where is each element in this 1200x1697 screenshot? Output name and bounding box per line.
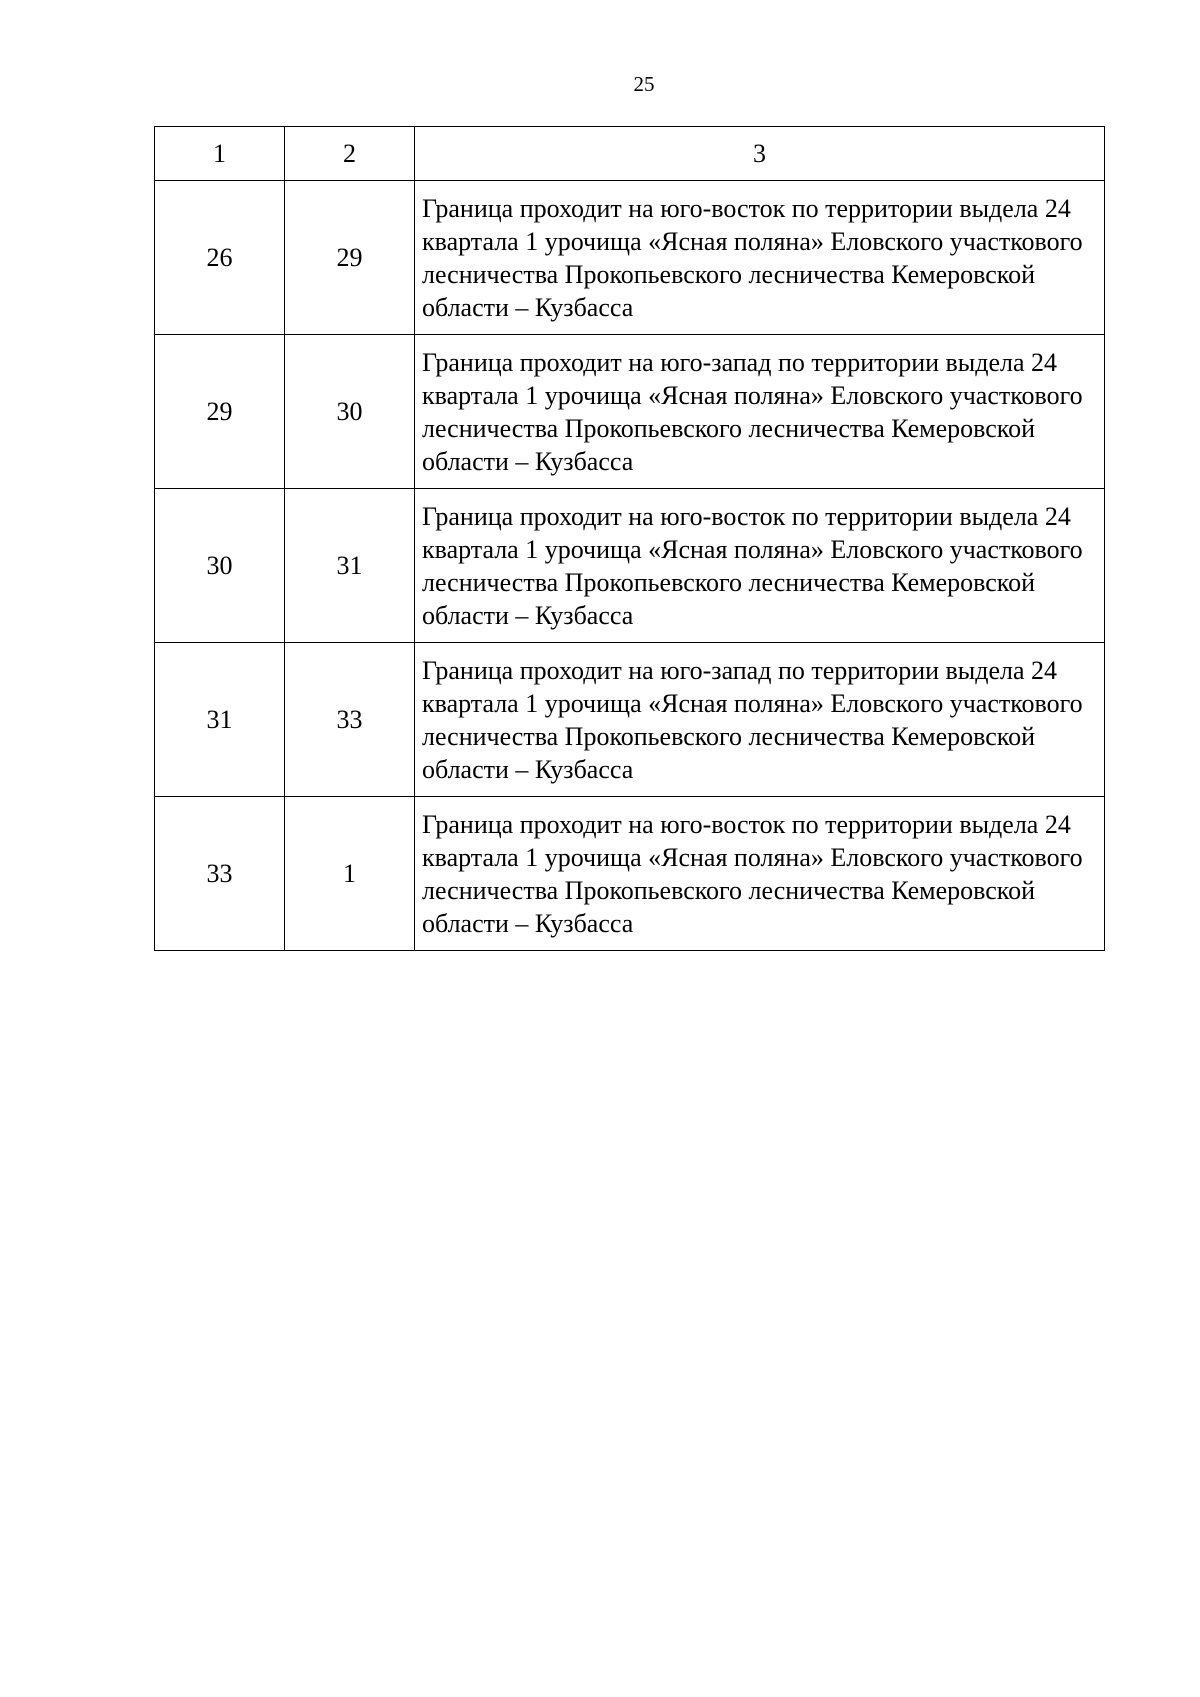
boundary-description-cell: Граница проходит на юго-восток по территории выдела 24 квартала 1 урочища «Ясная поляна» Еловского участкового лесничества Прокопьевского лесничества Кемеровской области – Кузбасса xyxy=(415,181,1105,335)
point-to-cell: 1 xyxy=(285,797,415,951)
table-row xyxy=(155,797,1105,951)
boundary-table xyxy=(154,126,1105,951)
point-from-cell: 26 xyxy=(155,181,285,335)
point-from-cell: 33 xyxy=(155,797,285,951)
boundary-description-cell: Граница проходит на юго-запад по территории выдела 24 квартала 1 урочища «Ясная поляна» Еловского участкового лесничества Прокопьевского лесничества Кемеровской области – Кузбасса xyxy=(415,643,1105,797)
column-header-1: 1 xyxy=(155,127,285,181)
point-to-cell: 33 xyxy=(285,643,415,797)
point-to-cell: 31 xyxy=(285,489,415,643)
boundary-description-cell: Граница проходит на юго-восток по территории выдела 24 квартала 1 урочища «Ясная поляна» Еловского участкового лесничества Прокопьевского лесничества Кемеровской области – Кузбасса xyxy=(415,489,1105,643)
point-to-cell: 29 xyxy=(285,181,415,335)
boundary-description-cell: Граница проходит на юго-восток по территории выдела 24 квартала 1 урочища «Ясная поляна» Еловского участкового лесничества Прокопьевского лесничества Кемеровской области – Кузбасса xyxy=(415,797,1105,951)
table-row xyxy=(155,181,1105,335)
table-row xyxy=(155,489,1105,643)
point-from-cell: 30 xyxy=(155,489,285,643)
column-header-3: 3 xyxy=(415,127,1105,181)
table-header-row xyxy=(155,127,1105,181)
table-row xyxy=(155,335,1105,489)
page-number: 25 xyxy=(633,72,655,96)
column-header-2: 2 xyxy=(285,127,415,181)
point-from-cell: 31 xyxy=(155,643,285,797)
point-to-cell: 30 xyxy=(285,335,415,489)
point-from-cell: 29 xyxy=(155,335,285,489)
table-row xyxy=(155,643,1105,797)
boundary-description-cell: Граница проходит на юго-запад по территории выдела 24 квартала 1 урочища «Ясная поляна» Еловского участкового лесничества Прокопьевского лесничества Кемеровской области – Кузбасса xyxy=(415,335,1105,489)
